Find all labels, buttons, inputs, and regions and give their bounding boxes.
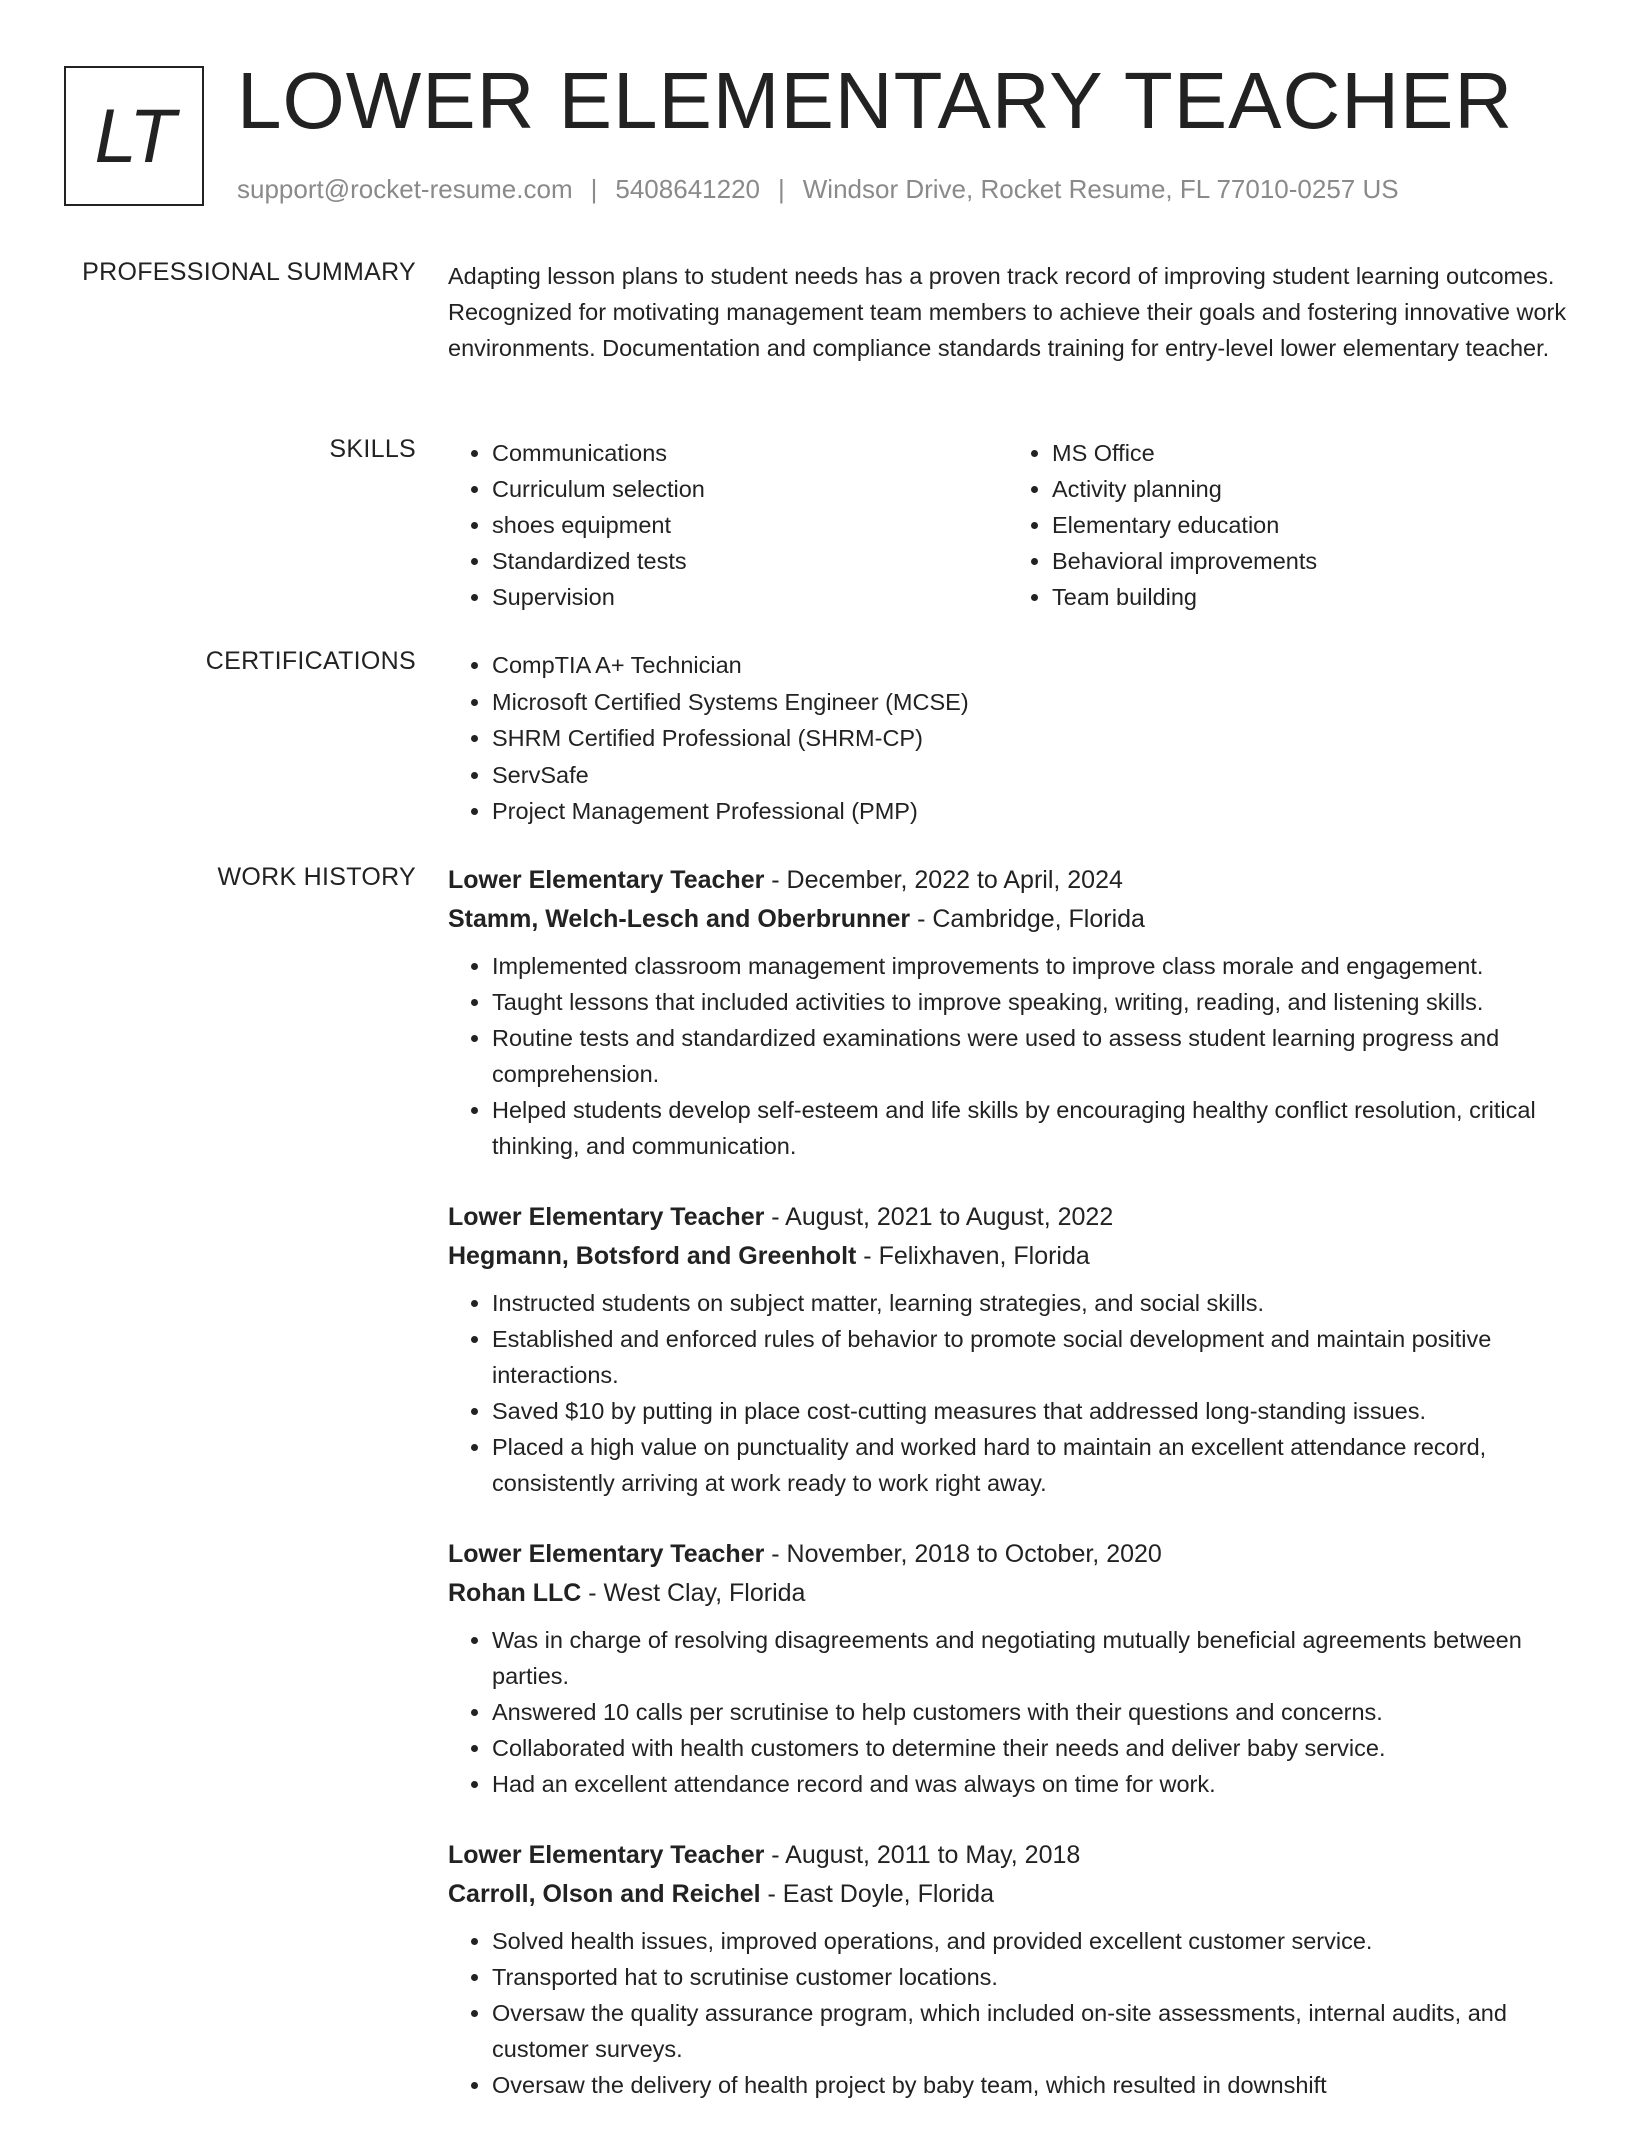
job-dates: - December, 2022 to April, 2024 bbox=[764, 866, 1123, 894]
job-entry bbox=[448, 1198, 1568, 1501]
job-bullet: • Instructed students on subject matter, learning strategies, and social skills. bbox=[492, 1285, 1568, 1321]
job-title-line bbox=[448, 1535, 1568, 1574]
job-bullets bbox=[448, 1622, 1568, 1802]
job-bullets bbox=[448, 948, 1568, 1164]
job-title-line bbox=[448, 861, 1568, 900]
skill-item: • Elementary education bbox=[1052, 507, 1568, 543]
contact-separator: | bbox=[590, 174, 598, 204]
summary-label: PROFESSIONAL SUMMARY bbox=[82, 258, 416, 286]
job-company-line bbox=[448, 900, 1568, 939]
certifications-list bbox=[448, 647, 1568, 830]
job-bullet: • Implemented classroom management improvements to improve class morale and engagement. bbox=[492, 948, 1568, 984]
skills-list-left bbox=[448, 435, 1008, 615]
skills-list-right bbox=[1008, 435, 1568, 615]
job-bullet: • Placed a high value on punctuality and worked hard to maintain an excellent attendance record, consistently arriving at work ready to work right away. bbox=[492, 1429, 1568, 1501]
contact-email: support@rocket-resume.com bbox=[237, 174, 573, 204]
summary-text: Adapting lesson plans to student needs has a proven track record of improving student learning outcomes. Recognized for motivating management team members to achieve their goals and fostering innovative work environments. Documentation and compliance standards training for entry-level lower elementary teacher. bbox=[448, 263, 1567, 361]
contact-line bbox=[237, 174, 1399, 205]
job-entry bbox=[448, 1836, 1568, 2103]
job-title: Lower Elementary Teacher bbox=[448, 1203, 765, 1231]
job-bullet: • Had an excellent attendance record and was always on time for work. bbox=[492, 1766, 1568, 1802]
job-company-line bbox=[448, 1875, 1568, 1914]
job-entry bbox=[448, 861, 1568, 1164]
work-history-label: WORK HISTORY bbox=[217, 863, 416, 891]
certification-item: • Microsoft Certified Systems Engineer (MCSE) bbox=[492, 684, 1568, 721]
job-bullet: • Established and enforced rules of behavior to promote social development and maintain positive interactions. bbox=[492, 1321, 1568, 1393]
job-location: - East Doyle, Florida bbox=[760, 1880, 994, 1908]
job-bullet: • Answered 10 calls per scrutinise to help customers with their questions and concerns. bbox=[492, 1694, 1568, 1730]
job-title: Lower Elementary Teacher bbox=[448, 1841, 765, 1869]
skills-label: SKILLS bbox=[329, 435, 416, 463]
initials-monogram bbox=[64, 66, 204, 206]
certification-item: • CompTIA A+ Technician bbox=[492, 647, 1568, 684]
initials-text: LT bbox=[94, 93, 174, 179]
job-company-line bbox=[448, 1574, 1568, 1613]
job-bullet: • Taught lessons that included activities to improve speaking, writing, reading, and listening skills. bbox=[492, 984, 1568, 1020]
job-bullets bbox=[448, 1923, 1568, 2103]
job-company: Stamm, Welch-Lesch and Oberbrunner bbox=[448, 905, 911, 933]
job-dates: - August, 2021 to August, 2022 bbox=[764, 1203, 1114, 1231]
certifications-body bbox=[448, 647, 1568, 830]
contact-address: Windsor Drive, Rocket Resume, FL 77010-0257 US bbox=[802, 174, 1399, 204]
job-entry bbox=[448, 1535, 1568, 1802]
certification-item: • SHRM Certified Professional (SHRM-CP) bbox=[492, 720, 1568, 757]
contact-phone: 5408641220 bbox=[615, 174, 760, 204]
certifications-label: CERTIFICATIONS bbox=[205, 647, 416, 675]
skill-item: • Curriculum selection bbox=[492, 471, 1008, 507]
job-bullet: • Was in charge of resolving disagreements and negotiating mutually beneficial agreements between parties. bbox=[492, 1622, 1568, 1694]
skill-item: • Supervision bbox=[492, 579, 1008, 615]
skill-item: • MS Office bbox=[1052, 435, 1568, 471]
skill-item: • Communications bbox=[492, 435, 1008, 471]
skill-item: • shoes equipment bbox=[492, 507, 1008, 543]
job-bullet: • Oversaw the quality assurance program, which included on-site assessments, internal audits, and customer surveys. bbox=[492, 1995, 1568, 2067]
job-company: Rohan LLC bbox=[448, 1579, 582, 1607]
skill-item: • Team building bbox=[1052, 579, 1568, 615]
job-title: Lower Elementary Teacher bbox=[448, 866, 765, 894]
job-bullet: • Saved $10 by putting in place cost-cutting measures that addressed long-standing issues. bbox=[492, 1393, 1568, 1429]
work-history-body bbox=[448, 861, 1568, 2137]
job-dates: - August, 2011 to May, 2018 bbox=[764, 1841, 1081, 1869]
skills-columns bbox=[448, 435, 1568, 615]
job-bullets bbox=[448, 1285, 1568, 1501]
job-bullet: • Solved health issues, improved operations, and provided excellent customer service. bbox=[492, 1923, 1568, 1959]
job-title-line bbox=[448, 1836, 1568, 1875]
job-company-line bbox=[448, 1237, 1568, 1276]
job-company: Carroll, Olson and Reichel bbox=[448, 1880, 761, 1908]
job-bullet: • Oversaw the delivery of health project by baby team, which resulted in downshift bbox=[492, 2067, 1568, 2103]
certification-item: • Project Management Professional (PMP) bbox=[492, 793, 1568, 830]
contact-separator: | bbox=[778, 174, 785, 204]
job-bullet: • Transported hat to scrutinise customer locations. bbox=[492, 1959, 1568, 1995]
job-bullet: • Helped students develop self-esteem and life skills by encouraging healthy conflict resolution, critical thinking, and communication. bbox=[492, 1092, 1568, 1164]
job-dates: - November, 2018 to October, 2020 bbox=[764, 1540, 1162, 1568]
skill-item: • Activity planning bbox=[1052, 471, 1568, 507]
job-title-line bbox=[448, 1198, 1568, 1237]
job-location: - Cambridge, Florida bbox=[910, 905, 1145, 933]
skill-item: • Behavioral improvements bbox=[1052, 543, 1568, 579]
job-bullet: • Routine tests and standardized examinations were used to assess student learning progress and comprehension. bbox=[492, 1020, 1568, 1092]
job-location: - West Clay, Florida bbox=[581, 1579, 806, 1607]
resume-title: LOWER ELEMENTARY TEACHER bbox=[237, 56, 1514, 145]
job-bullet: • Collaborated with health customers to determine their needs and deliver baby service. bbox=[492, 1730, 1568, 1766]
job-company: Hegmann, Botsford and Greenholt bbox=[448, 1242, 857, 1270]
job-location: - Felixhaven, Florida bbox=[856, 1242, 1090, 1270]
job-title: Lower Elementary Teacher bbox=[448, 1540, 765, 1568]
skill-item: • Standardized tests bbox=[492, 543, 1008, 579]
certification-item: • ServSafe bbox=[492, 757, 1568, 794]
